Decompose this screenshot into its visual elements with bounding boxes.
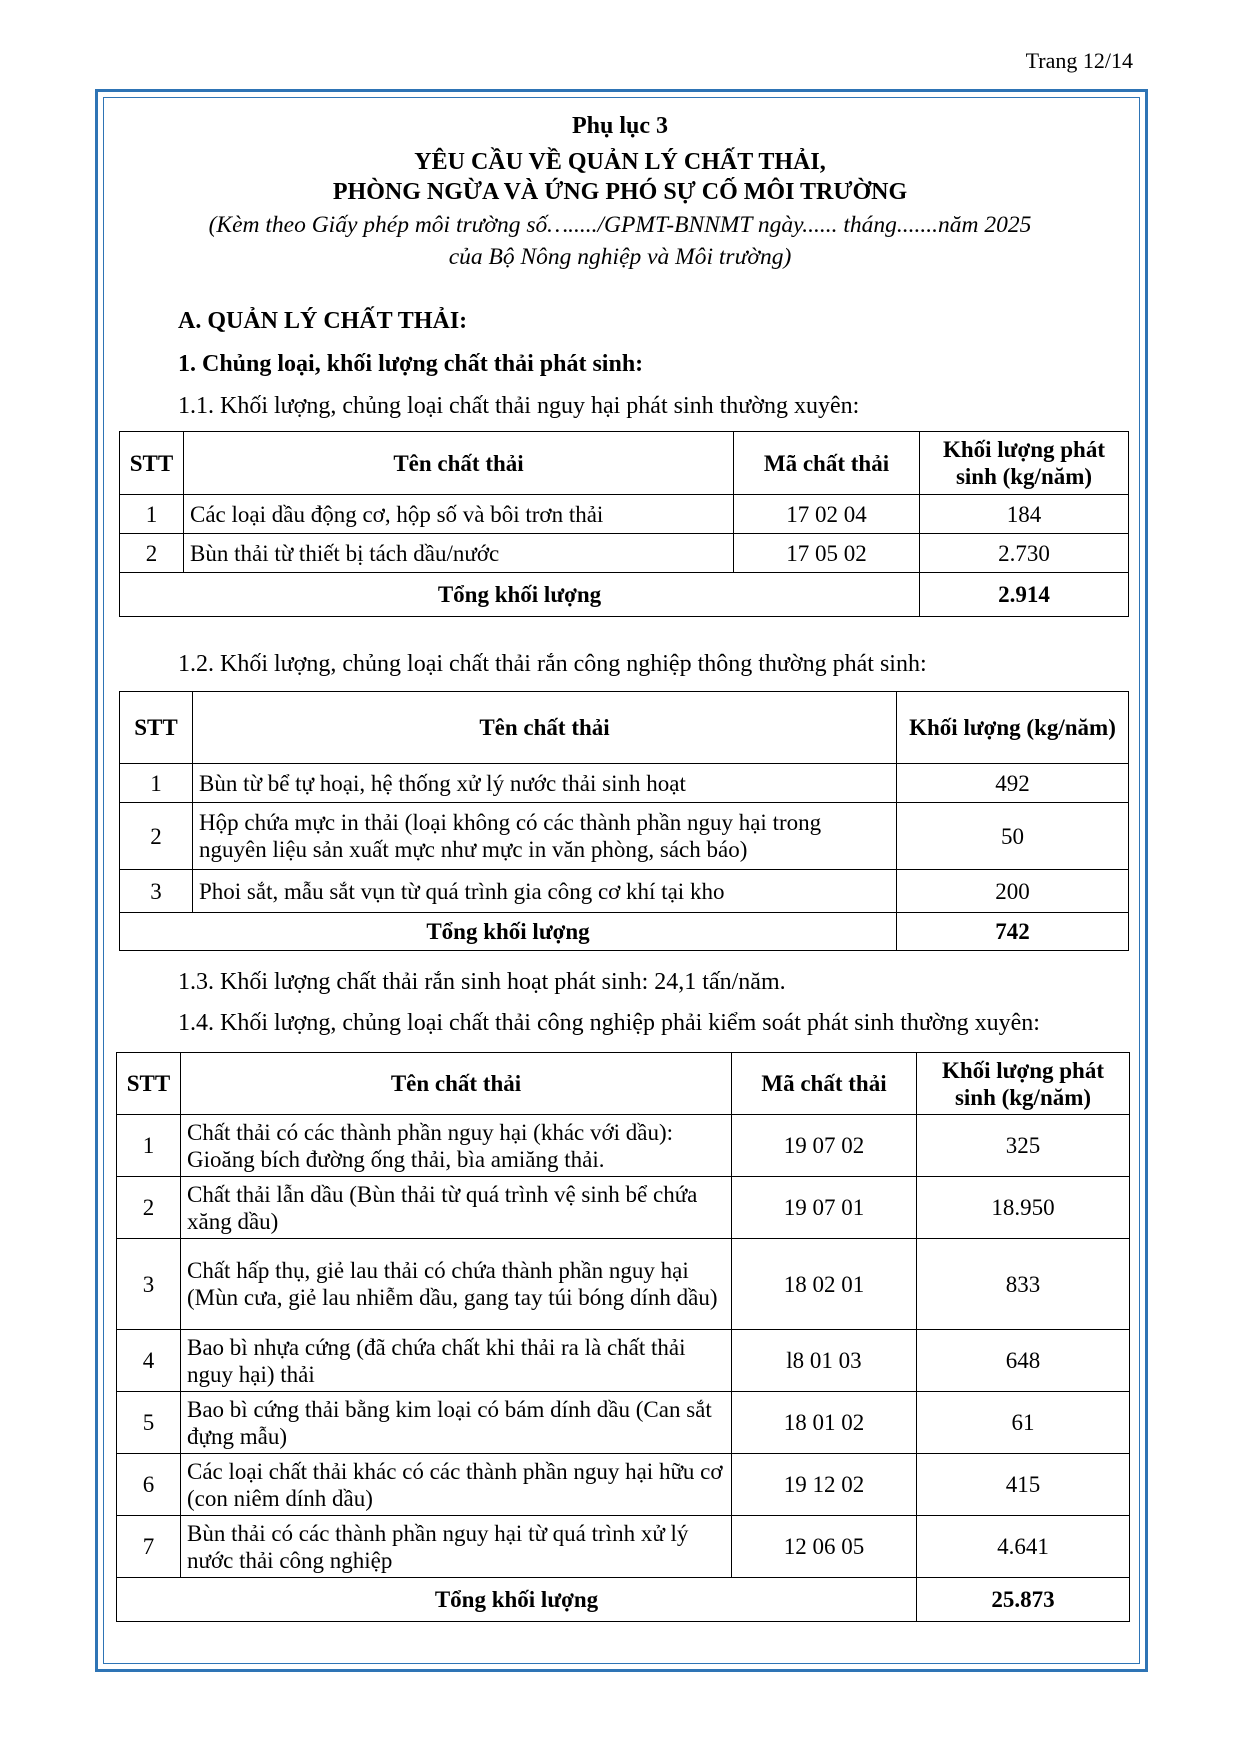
section-1-4-heading: 1.4. Khối lượng, chủng loại chất thải công nghiệp phải kiểm soát phát sinh thường xuyên: xyxy=(178,1010,1040,1036)
cell-mass: 200 xyxy=(897,870,1129,913)
cell-name: Bao bì cứng thải bằng kim loại có bám dính dầu (Can sắt đựng mẫu) xyxy=(181,1392,732,1454)
cell-code: 19 07 02 xyxy=(732,1115,917,1177)
cell-stt: 1 xyxy=(120,495,184,534)
header-stt: STT xyxy=(117,1053,181,1115)
cell-code: 18 01 02 xyxy=(732,1392,917,1454)
cell-mass: 2.730 xyxy=(920,534,1129,573)
document-title-line1: YÊU CẦU VỀ QUẢN LÝ CHẤT THẢI, xyxy=(414,149,826,175)
table-row xyxy=(120,803,1129,870)
total-value: 2.914 xyxy=(920,573,1129,617)
cell-stt: 3 xyxy=(120,870,193,913)
section-1-3-heading: 1.3. Khối lượng chất thải rắn sinh hoạt phát sinh: 24,1 tấn/năm. xyxy=(178,969,786,995)
document-title-line2: PHÒNG NGỪA VÀ ỨNG PHÓ SỰ CỐ MÔI TRƯỜNG xyxy=(332,179,908,205)
cell-name: Chất thải có các thành phần nguy hại (khác với dầu): Gioăng bích đường ống thải, bìa amiăng thải. xyxy=(181,1115,732,1177)
cell-stt: 1 xyxy=(117,1115,181,1177)
cell-stt: 2 xyxy=(120,803,193,870)
cell-stt: 3 xyxy=(117,1239,181,1330)
header-name: Tên chất thải xyxy=(181,1053,732,1115)
header-mass: Khối lượng (kg/năm) xyxy=(897,692,1129,764)
cell-code: 17 02 04 xyxy=(734,495,920,534)
cell-name: Bùn từ bể tự hoại, hệ thống xử lý nước thải sinh hoạt xyxy=(193,764,897,803)
cell-mass: 325 xyxy=(917,1115,1130,1177)
document-subtitle-line2: của Bộ Nông nghiệp và Môi trường) xyxy=(448,244,792,270)
cell-mass: 61 xyxy=(917,1392,1130,1454)
cell-stt: 6 xyxy=(117,1454,181,1516)
table-header-row xyxy=(117,1053,1130,1115)
header-stt: STT xyxy=(120,692,193,764)
document-subtitle-line1: (Kèm theo Giấy phép môi trường số…...../GPMT-BNNMT ngày...... tháng.......năm 2025 xyxy=(208,212,1032,238)
cell-name: Phoi sắt, mẫu sắt vụn từ quá trình gia công cơ khí tại kho xyxy=(193,870,897,913)
table-row xyxy=(117,1177,1130,1239)
cell-mass: 415 xyxy=(917,1454,1130,1516)
page-number: Trang 12/14 xyxy=(1025,48,1133,73)
controlled-industrial-waste-table xyxy=(116,1052,1130,1622)
total-label: Tổng khối lượng xyxy=(117,1578,917,1622)
cell-stt: 4 xyxy=(117,1330,181,1392)
table-row xyxy=(117,1330,1130,1392)
cell-stt: 5 xyxy=(117,1392,181,1454)
cell-name: Các loại dầu động cơ, hộp số và bôi trơn thải xyxy=(184,495,734,534)
header-code: Mã chất thải xyxy=(734,432,920,495)
cell-name: Chất hấp thụ, giẻ lau thải có chứa thành phần nguy hại (Mùn cưa, giẻ lau nhiễm dầu, gang tay túi bóng dính dầu) xyxy=(181,1239,732,1330)
cell-name: Bao bì nhựa cứng (đã chứa chất khi thải ra là chất thải nguy hại) thải xyxy=(181,1330,732,1392)
table-row xyxy=(117,1516,1130,1578)
table-header-row xyxy=(120,692,1129,764)
cell-name: Các loại chất thải khác có các thành phần nguy hại hữu cơ (con niêm dính dầu) xyxy=(181,1454,732,1516)
cell-name: Chất thải lẫn dầu (Bùn thải từ quá trình vệ sinh bể chứa xăng dầu) xyxy=(181,1177,732,1239)
header-mass: Khối lượng phát sinh (kg/năm) xyxy=(920,432,1129,495)
table-total-row xyxy=(117,1578,1130,1622)
total-label: Tổng khối lượng xyxy=(120,573,920,617)
header-name: Tên chất thải xyxy=(193,692,897,764)
appendix-label: Phụ lục 3 xyxy=(571,113,669,139)
cell-mass: 492 xyxy=(897,764,1129,803)
cell-mass: 50 xyxy=(897,803,1129,870)
header-code: Mã chất thải xyxy=(732,1053,917,1115)
cell-mass: 184 xyxy=(920,495,1129,534)
cell-stt: 7 xyxy=(117,1516,181,1578)
cell-mass: 4.641 xyxy=(917,1516,1130,1578)
cell-name: Hộp chứa mực in thải (loại không có các thành phần nguy hại trong nguyên liệu sản xuất mực như mực in văn phòng, sách báo) xyxy=(193,803,897,870)
cell-stt: 2 xyxy=(120,534,184,573)
section-1-2-heading: 1.2. Khối lượng, chủng loại chất thải rắn công nghiệp thông thường phát sinh: xyxy=(178,651,927,677)
table-row xyxy=(117,1115,1130,1177)
total-label: Tổng khối lượng xyxy=(120,913,897,951)
table-row xyxy=(117,1392,1130,1454)
industrial-solid-waste-table xyxy=(119,691,1129,951)
cell-mass: 18.950 xyxy=(917,1177,1130,1239)
table-total-row xyxy=(120,573,1129,617)
cell-mass: 833 xyxy=(917,1239,1130,1330)
cell-code: 19 07 01 xyxy=(732,1177,917,1239)
total-value: 742 xyxy=(897,913,1129,951)
table-row xyxy=(120,495,1129,534)
cell-name: Bùn thải có các thành phần nguy hại từ quá trình xử lý nước thải công nghiệp xyxy=(181,1516,732,1578)
header-mass: Khối lượng phát sinh (kg/năm) xyxy=(917,1053,1130,1115)
header-stt: STT xyxy=(120,432,184,495)
cell-code: 12 06 05 xyxy=(732,1516,917,1578)
table-row xyxy=(120,870,1129,913)
cell-code: l8 01 03 xyxy=(732,1330,917,1392)
hazardous-waste-table xyxy=(119,431,1129,617)
cell-mass: 648 xyxy=(917,1330,1130,1392)
table-row xyxy=(117,1454,1130,1516)
cell-name: Bùn thải từ thiết bị tách dầu/nước xyxy=(184,534,734,573)
cell-code: 17 05 02 xyxy=(734,534,920,573)
section-a-heading: A. QUẢN LÝ CHẤT THẢI: xyxy=(178,308,468,334)
section-1-heading: 1. Chủng loại, khối lượng chất thải phát sinh: xyxy=(178,351,644,377)
table-total-row xyxy=(120,913,1129,951)
section-1-1-heading: 1.1. Khối lượng, chủng loại chất thải nguy hại phát sinh thường xuyên: xyxy=(178,393,860,419)
table-header-row xyxy=(120,432,1129,495)
header-name: Tên chất thải xyxy=(184,432,734,495)
cell-stt: 2 xyxy=(117,1177,181,1239)
table-row xyxy=(120,534,1129,573)
cell-stt: 1 xyxy=(120,764,193,803)
total-value: 25.873 xyxy=(917,1578,1130,1622)
cell-code: 19 12 02 xyxy=(732,1454,917,1516)
cell-code: 18 02 01 xyxy=(732,1239,917,1330)
table-row xyxy=(117,1239,1130,1330)
table-row xyxy=(120,764,1129,803)
